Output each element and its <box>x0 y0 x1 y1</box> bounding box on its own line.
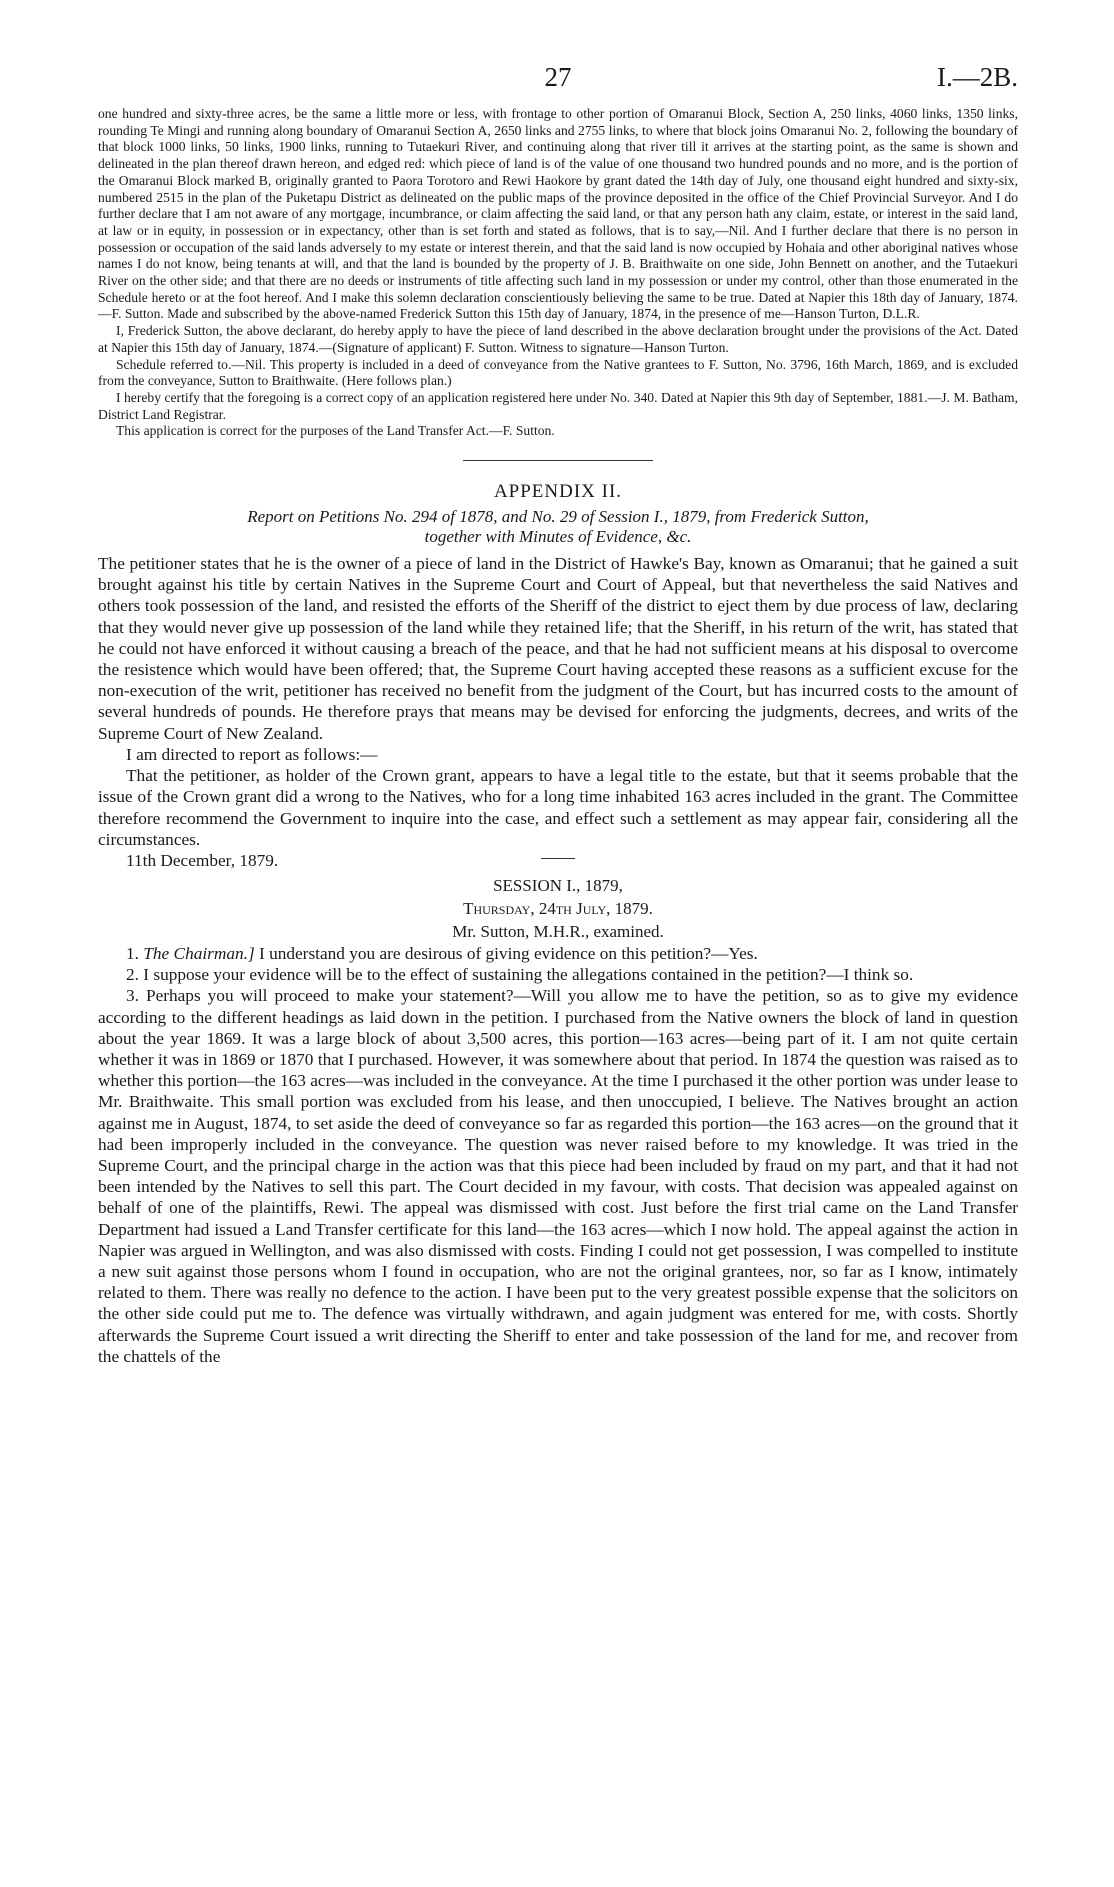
minutes-of-evidence <box>98 943 1018 1367</box>
committee-report <box>98 553 1018 872</box>
question-number: 1. <box>126 943 139 963</box>
witness-line: Mr. Sutton, M.H.R., examined. <box>452 921 664 941</box>
session-heading <box>98 874 1018 943</box>
appendix-heading <box>98 481 1018 547</box>
question-1 <box>98 943 1018 964</box>
speaker: The Chairman.] <box>143 943 255 963</box>
question-2: 2. I suppose your evidence will be to the effect of sustaining the allegations contained in the petition?—I think so. <box>126 965 914 985</box>
declaration-paragraph: one hundred and sixty-three acres, be the same a little more or less, with frontage to other portion of Omaranui Block, Section A, 250 links, 4060 links, 1350 links, rounding Te Mingi and running along boundary of Omaranui Section A, 2650 links and 2755 links, to where that block joins Omaranui No. 2, following the boundary of that block 1000 links, 50 links, 1900 links, running to Tutaekuri River, and continuing along that river till it arrives at the starting point, as the same is shown and delineated in the plan thereof drawn hereon, and edged red: which piece of land is of the value of one thousand two hundred pounds and no more, and is the portion of the Omaranui Block marked B, originally granted to Paora Torotoro and Rewi Haokore by grant dated the 14th day of July, one thousand eight hundred and sixty-six, numbered 2515 in the plan of the Puketapu District as delineated on the public maps of the province deposited in the office of the Chief Provincial Surveyor. And I do further declare that I am not aware of any mortgage, incumbrance, or claim affecting the said land, or that any person hath any claim, estate, or interest in the said land, at law or in equity, in possession or in expectancy, other than is set forth and stated as follows, that is to say,—Nil. And I further declare that there is no person in possession or occupation of the said lands adversely to my estate or interest therein, and that the said land is now occupied by Hohaia and other aboriginal natives whose names I do not know, being tenants at will, and that the land is bounded by the property of J. B. Braithwaite on one side, John Bennett on another, and the Tutaekuri River on the other side; and that there are no deeds or instruments of title affecting such land in my possession or under my control, other than those enumerated in the Schedule hereto or at the foot hereof. And I make this solemn declaration conscientiously believing the same to be true. Dated at Napier this 18th day of January, 1874.—F. Sutton. Made and subscribed by the above-named Frederick Sutton this 15th day of January, 1874, in the presence of me—Hanson Turton, D.L.R. <box>98 106 1018 322</box>
document-page <box>98 62 1018 1862</box>
schedule-paragraph: Schedule referred to.—Nil. This property is included in a deed of conveyance from the Native grantees to F. Sutton, No. 3796, 16th March, 1869, and is excluded from the conveyance, Sutton to Braithwaite. (Here follows plan.) <box>98 356 1018 389</box>
appendix-title: APPENDIX II. <box>493 481 623 503</box>
page-header <box>98 62 1018 106</box>
land-declaration <box>98 106 1018 440</box>
report-paragraph: I am directed to report as follows:— <box>126 744 378 764</box>
certification-paragraph: I hereby certify that the foregoing is a correct copy of an application registered here under No. 340. Dated at Napier this 9th day of September, 1881.—J. M. Batham, District Land Registrar. <box>98 389 1018 422</box>
question-3: 3. Perhaps you will proceed to make your statement?—Will you allow me to have the petition, so as to give my evidence according to the different headings as laid down in the petition. I purchased from the Native owners the block of land in question about the year 1869. It was a large block of about 3,500 acres, this portion—163 acres—being part of it. I am not quite certain whether it was in 1869 or 1870 that I purchased. However, it was somewhere about that period. In 1874 the question was raised as to whether this portion—the 163 acres—was included in the conveyance. At the time I purchased it the other portion was under lease to Mr. Braithwaite. This small portion was excluded from his lease, and then unoccupied, I believe. The Natives brought an action against me in August, 1874, to set aside the deed of conveyance so far as regarded this portion—the 163 acres—on the ground that it had been improperly included in the conveyance. The question was never raised before to my knowledge. It was tried in the Supreme Court, and the principal charge in the action was that this piece had been included by fraud on my part, and that it had not been intended by the Natives to sell this part. The Court decided in my favour, with costs. That decision was appealed against on behalf of one of the plaintiffs, Rewi. The appeal was dismissed with cost. Just before the first trial came on the Land Transfer Department had issued a Land Transfer certificate for this land—the 163 acres—which I now hold. The appeal against the action in Napier was argued in Wellington, and was also dismissed with costs. Finding I could not get possession, I was compelled to institute a new suit against those persons whom I found in occupation, who are not the original grantees, nor, so far as I know, intimately related to them. There was really no defence to the action. I have been put to the very greatest possible expense that the solicitors on the other side could put me to. The defence was virtually withdrawn, and again judgment was entered for me, with costs. Shortly afterwards the Supreme Court issued a writ directing the Sheriff to enter and take possession of the land for me, and recover from the chattels of the <box>98 986 1018 1366</box>
section-divider <box>463 460 653 461</box>
short-divider <box>541 858 575 859</box>
session-line: SESSION I., 1879, <box>493 875 623 895</box>
report-dateline <box>98 850 1018 872</box>
appendix-subtitle-line-2: together with Minutes of Evidence, &c. <box>424 527 692 547</box>
question-text: I understand you are desirous of giving evidence on this petition?—Yes. <box>259 943 758 963</box>
document-reference: I.—2B. <box>937 62 1018 92</box>
hearing-date: Thursday, 24th July, 1879. <box>463 898 653 918</box>
report-paragraph: That the petitioner, as holder of the Crown grant, appears to have a legal title to the estate, but that it seems probable that the issue of the Crown grant did a wrong to the Natives, who for a long time inhabited 163 acres included in the grant. The Committee therefore recommend the Government to inquire into the case, and effect such a settlement as may appear fair, considering all the circumstances. <box>98 766 1018 849</box>
application-paragraph: I, Frederick Sutton, the above declarant, do hereby apply to have the piece of land described in the above declaration brought under the provisions of the Act. Dated at Napier this 15th day of January, 1874.—(Signature of applicant) F. Sutton. Witness to signature—Hanson Turton. <box>98 323 1018 355</box>
correctness-paragraph: This application is correct for the purposes of the Land Transfer Act.—F. Sutton. <box>116 423 555 439</box>
appendix-subtitle-line-1: Report on Petitions No. 294 of 1878, and No. 29 of Session I., 1879, from Frederick Sutton, <box>247 507 869 527</box>
report-paragraph: The petitioner states that he is the owner of a piece of land in the District of Hawke's Bay, known as Omaranui; that he gained a suit brought against his title by certain Natives in the Supreme Court and Court of Appeal, but that nevertheless the said Natives and others took possession of the land, and resisted the efforts of the Sheriff of the district to eject them by due process of law, declaring that they would never give up possession of the land while they retained life; that the Sheriff, in his return of the writ, has stated that he could not have enforced it without causing a breach of the peace, and that he had not sufficient means at his disposal to overcome the resistence which would have been offered; that, the Supreme Court having accepted these reasons as a sufficient excuse for the non-execution of the writ, petitioner has received no benefit from the judgment of the Court, but has incurred costs to the amount of several hundreds of pounds. He therefore prays that means may be devised for enforcing the judgments, decrees, and writs of the Supreme Court of New Zealand. <box>98 554 1018 743</box>
page-number: 27 <box>544 62 572 92</box>
report-date: 11th December, 1879. <box>126 850 279 870</box>
